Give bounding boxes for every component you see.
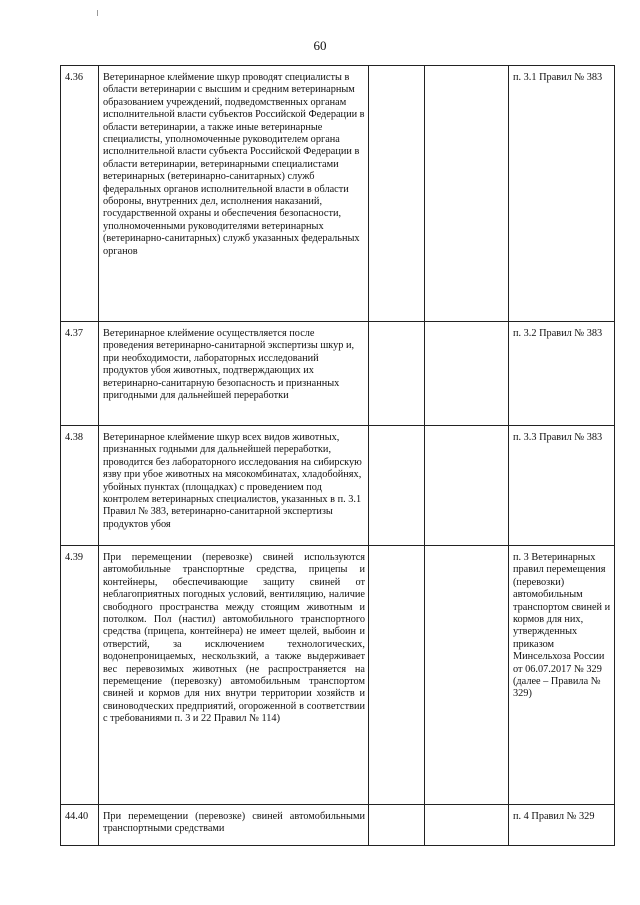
- empty-cell: [425, 66, 509, 322]
- table-row: [61, 546, 615, 805]
- empty-cell: [369, 322, 425, 426]
- legal-reference: п. 3 Ветеринарных правил перемещения (перевозки) автомобильным транспортом свиней и кормов для них, утвержденных приказом Минсельхоза России от 06.07.2017 № 329 (далее – Правила № 329): [509, 546, 615, 805]
- empty-cell: [425, 322, 509, 426]
- scan-mark: [97, 10, 98, 16]
- legal-reference: п. 4 Правил № 329: [509, 805, 615, 846]
- requirement-text: Ветеринарное клеймение шкур проводят специалисты в области ветеринарии с высшим и средним ветеринарным образованием учреждений, подведомственных органам исполнительной власти субъектов Российской Федерации в области ветеринарии, а также иные ветеринарные специалисты, уполномоченные руководителем органа исполнительной власти субъекта Российской Федерации в области ветеринарии, ветеринарными специалистами ветеринарных (ветеринарно-санитарных) служб федеральных органов исполнительной власти в области обороны, внутренних дел, исполнения наказаний, государственной охраны и обеспечения безопасности, уполномоченными руководителями ветеринарных (ветеринарно-санитарных) служб указанных федеральных органов: [99, 66, 369, 322]
- empty-cell: [369, 66, 425, 322]
- table-row: [61, 66, 615, 322]
- requirement-text: Ветеринарное клеймение осуществляется после проведения ветеринарно-санитарной экспертизы шкур и, при необходимости, лабораторных исследований продуктов убоя животных, подтверждающих их ветеринарно-санитарную безопасность и признанных пригодными для дальнейшей переработки: [99, 322, 369, 426]
- table-row: [61, 322, 615, 426]
- row-number: 4.37: [61, 322, 99, 426]
- legal-reference: п. 3.1 Правил № 383: [509, 66, 615, 322]
- row-number: 4.36: [61, 66, 99, 322]
- requirements-table: [60, 65, 615, 846]
- legal-reference: п. 3.3 Правил № 383: [509, 426, 615, 546]
- empty-cell: [369, 805, 425, 846]
- requirement-text: Ветеринарное клеймение шкур всех видов животных, признанных годными для дальнейшей переработки, проводится без лабораторного исследования на сибирскую язву при убое животных на мясокомбинатах, хладобойнях, убойных пунктах (площадках) с проведением под контролем ветеринарных специалистов, указанных в п. 3.1 Правил № 383, ветеринарно-санитарной экспертизы продуктов убоя: [99, 426, 369, 546]
- empty-cell: [369, 426, 425, 546]
- empty-cell: [369, 546, 425, 805]
- empty-cell: [425, 426, 509, 546]
- legal-reference: п. 3.2 Правил № 383: [509, 322, 615, 426]
- requirement-text: При перемещении (перевозке) свиней автомобильными транспортными средствами: [99, 805, 369, 846]
- table-row: [61, 805, 615, 846]
- empty-cell: [425, 546, 509, 805]
- table-row: [61, 426, 615, 546]
- row-number: 4.38: [61, 426, 99, 546]
- empty-cell: [425, 805, 509, 846]
- requirement-text: При перемещении (перевозке) свиней используются автомобильные транспортные средства, прицепы и контейнеры, обеспечивающие защиту свиней от неблагоприятных погодных условий, вентиляцию, наличие свободного пространства между стоящим животным и потолком. Пол (настил) автомобильного транспортного средства (прицепа, контейнера) не имеет щелей, выбоин и отверстий, за исключением технологических, водонепроницаемых, нескользкий, а также выдерживает вес перевозимых животных (не распространяется на перемещение (перевозку) автомобильным транспортом свиней и кормов для них внутри территории хозяйств и свиноводческих предприятий, огороженной в соответствии с требованиями п. 3 и 22 Правил № 114): [99, 546, 369, 805]
- page-number: 60: [313, 38, 327, 53]
- row-number: 4.39: [61, 546, 99, 805]
- row-number: 44.40: [61, 805, 99, 846]
